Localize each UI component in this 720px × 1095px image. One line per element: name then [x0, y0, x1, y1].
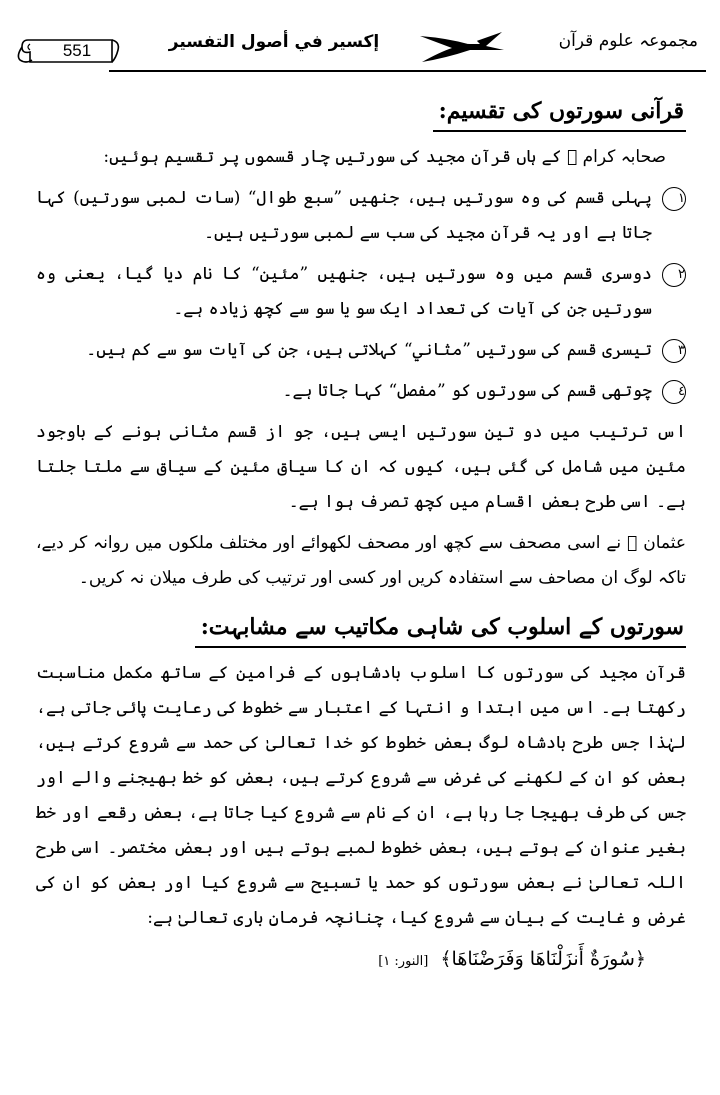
list-number: ١ [662, 187, 686, 211]
header-rule [109, 70, 706, 72]
list-item-text: دوسری قسم میں وہ سورتیں ہیں، جنھیں ”مئین“ کا نام دیا گیا، یعنی وہ سورتیں جن کی آیات کی تعداد ایک سو یا سو سے کچھ زیادہ ہے۔ [36, 264, 652, 319]
list-number: ٢ [662, 263, 686, 287]
paragraph-royal-letters: قرآن مجید کی سورتوں کا اسلوب بادشاہوں کے فرامین کے ساتھ مکمل مناسبت رکھتا ہے۔ اس میں ابتدا و انتہا کے اعتبار سے خطوط کی رعایت پائی جاتی ہے، لہٰذا جس طرح بادشاہ لوگ بعض خطوط کو خدا تعالیٰ کی حمد سے شروع کرتے ہیں، بعض کو ان کے لکھنے کی غرض سے شروع کرتے ہیں، بعض کو خط بھیجنے والے اور جس کی طرف بھیجا جا رہا ہے، ان کے نام سے شروع کیا جاتا ہے، بعض رقعے اور خط بغیر عنوان کے ہوتے ہیں، بعض خطوط لمبے ہوتے ہیں اور بعض مختصر۔ اسی طرح اللہ تعالیٰ نے بعض سورتوں کو حمد یا تسبیح سے شروع کیا اور بعض کو ان کی غرض و غایت کے بیان سے شروع کیا، چنانچہ فرمانِ باری تعالیٰ ہے: [36, 663, 686, 928]
list-item [36, 333, 686, 368]
book-title: إكسير في أصول التفسير [168, 32, 380, 52]
paragraph-arrangement: اس ترتیب میں دو تین سورتیں ایسی ہیں، جو از قسم مثانی ہونے کے باوجود مئین میں شامل کی گئی ہیں، کیوں کہ ان کا سیاق مئین کے سیاق سے ملتا جلتا ہے۔ اسی طرح بعض اقسام میں کچھ تصرف ہوا ہے۔ [36, 422, 686, 512]
verse-reference: [النور: ١] [378, 954, 429, 969]
section-heading-division: قرآنی سورتوں کی تقسیم: [433, 94, 686, 132]
section-heading-style: سورتوں کے اسلوب کی شاہی مکاتیب سے مشابہت: [195, 610, 686, 648]
list-item [36, 374, 686, 409]
quran-quote [36, 942, 646, 979]
series-title: مجموعہ علوم قرآن [558, 31, 698, 51]
list-item-text: چوتھی قسم کی سورتوں کو ”مفصل“ کہا جاتا ہے۔ [282, 381, 652, 401]
quill-pen-icon [416, 28, 508, 64]
list-item-text: تیسری قسم کی سورتیں ”مثاني“ کہلاتی ہیں، جن کی آیات سو سے کم ہیں۔ [86, 340, 652, 360]
list-item-text: پہلی قسم کی وہ سورتیں ہیں، جنھیں ”سبع طوال“ (سات لمبی سورتیں) کہا جاتا ہے اور یہ قرآن مجید کی سب سے لمبی سورتیں ہیں۔ [36, 188, 652, 243]
quran-verse: ﴿سُورَةٌ أَنزَلْنَاهَا وَفَرَضْنَاهَا﴾ [440, 948, 646, 970]
paragraph-uthman: عثمان ﷜ نے اسی مصحف سے کچھ اور مصحف لکھوائے اور مختلف ملکوں میں روانہ کر دیے، تاکہ لوگ ان مصاحف سے استفادہ کریں اور کسی اور ترتیب کی طرف میلان نہ کریں۔ [36, 533, 686, 588]
page-header [14, 22, 706, 78]
intro-paragraph: صحابہ کرام ﷡ کے ہاں قرآن مجید کی سورتیں چار قسموں پر تقسیم ہوئیں: [103, 147, 666, 167]
list-number: ٤ [662, 380, 686, 404]
page-number: 551 [62, 41, 92, 60]
page-body [36, 94, 686, 979]
list-item [36, 181, 686, 251]
list-number: ٣ [662, 339, 686, 363]
list-item [36, 257, 686, 327]
